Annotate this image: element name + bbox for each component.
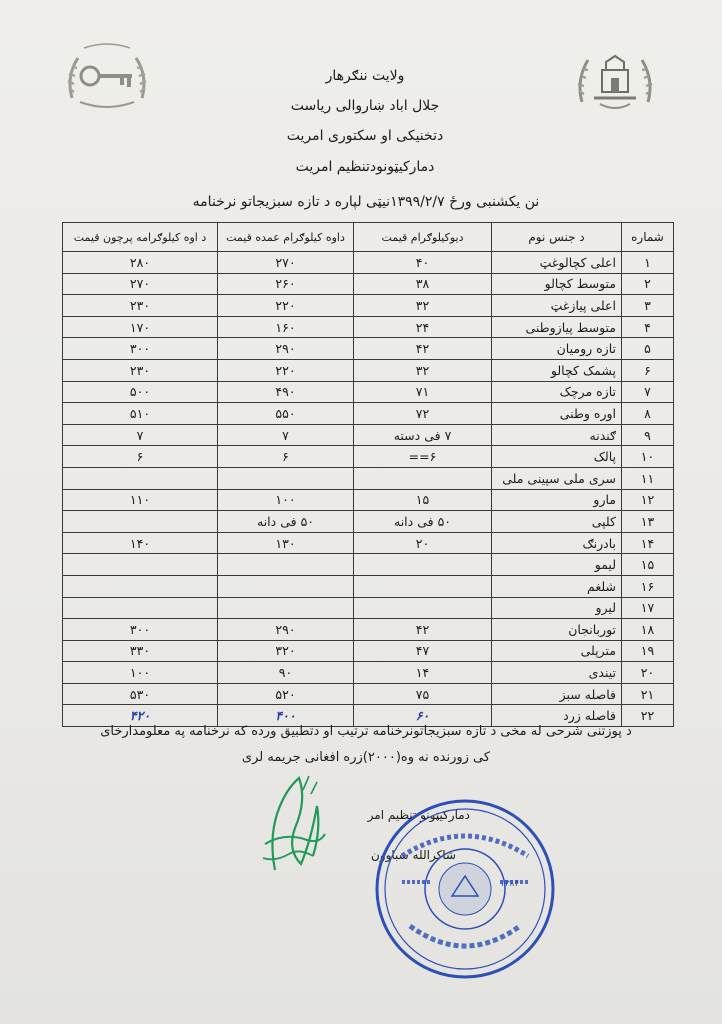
price-per-kg: ۲۰ <box>354 532 492 554</box>
col-header-wholesale: داوه کیلوګرام عمده قیمت <box>218 223 354 252</box>
table-row <box>63 359 674 381</box>
retail-price <box>63 575 218 597</box>
item-name: اعلی پیازغټ <box>492 295 622 317</box>
table-row <box>63 554 674 576</box>
wholesale-price: ۹۰ <box>218 662 354 684</box>
row-number: ۱۲ <box>622 489 674 511</box>
wholesale-price: ۱۶۰ <box>218 316 354 338</box>
row-number: ۱۷ <box>622 597 674 619</box>
item-name: اوره وطنی <box>492 403 622 425</box>
price-per-kg: ۳۲ <box>354 295 492 317</box>
retail-price: ۵۱۰ <box>63 403 218 425</box>
col-header-number: شماره <box>622 223 674 252</box>
retail-price: ۵۳۰ <box>63 683 218 705</box>
col-header-retail: د اوه کیلوګرامه پرچون قیمت <box>63 223 218 252</box>
directorate-heading: دتخنیکی او سکتوری امریت <box>286 128 444 144</box>
table-row <box>63 511 674 533</box>
wholesale-price: ۷ <box>218 424 354 446</box>
wholesale-price: ۲۹۰ <box>218 619 354 641</box>
price-per-kg: ۶۰ <box>354 705 492 727</box>
retail-price: ۶ <box>63 446 218 468</box>
item-name: تیندی <box>492 662 622 684</box>
price-per-kg: ۳۸ <box>354 273 492 295</box>
row-number: ۲۲ <box>622 705 674 727</box>
retail-price: ۳۳۰ <box>63 640 218 662</box>
price-per-kg: ۴۷ <box>354 640 492 662</box>
table-row <box>63 640 674 662</box>
row-number: ۲ <box>622 273 674 295</box>
item-name: مترپلی <box>492 640 622 662</box>
price-per-kg <box>354 467 492 489</box>
stamp-year: ۱۳۸۴ <box>500 879 520 889</box>
item-name: لیمو <box>492 554 622 576</box>
row-number: ۶ <box>622 359 674 381</box>
wholesale-price: ۲۲۰ <box>218 295 354 317</box>
item-name: شلغم <box>492 575 622 597</box>
table-row <box>63 273 674 295</box>
table-row <box>63 252 674 274</box>
wholesale-price: ۴۰۰ <box>218 705 354 727</box>
row-number: ۷ <box>622 381 674 403</box>
signatory-name: شاکرالله سباوون <box>371 848 456 862</box>
item-name: ګندنه <box>492 424 622 446</box>
item-name: پالک <box>492 446 622 468</box>
row-number: ۱۶ <box>622 575 674 597</box>
retail-price <box>63 511 218 533</box>
table-row <box>63 489 674 511</box>
table-row <box>63 532 674 554</box>
retail-price: ۵۰۰ <box>63 381 218 403</box>
item-name: پشمک کچالو <box>492 359 622 381</box>
row-number: ۲۰ <box>622 662 674 684</box>
item-name: فاصله سبز <box>492 683 622 705</box>
table-row <box>63 338 674 360</box>
signatory-title: دمارکیټونو تنظیم امر <box>367 808 470 822</box>
municipality-key-emblem-icon <box>62 40 152 114</box>
price-list-title: نن یکشنبی ورځ ۱۳۹۹/۲/۷نیټی لپاره د تازه سبزیجاتو نرخنامه <box>192 194 540 210</box>
retail-price: ۱۷۰ <box>63 316 218 338</box>
row-number: ۱۹ <box>622 640 674 662</box>
row-number: ۴ <box>622 316 674 338</box>
municipality-heading: جلال اباد ښاروالی ریاست <box>290 98 440 114</box>
retail-price: ۱۴۰ <box>63 532 218 554</box>
row-number: ۱۴ <box>622 532 674 554</box>
wholesale-price: ۲۷۰ <box>218 252 354 274</box>
province-heading: ولایت ننګرهار <box>325 68 405 84</box>
price-per-kg <box>354 575 492 597</box>
row-number: ۱۰ <box>622 446 674 468</box>
item-name: اعلی کچالوغټ <box>492 252 622 274</box>
col-header-name: د جنس نوم <box>492 223 622 252</box>
price-per-kg: ۷ فی دسته <box>354 424 492 446</box>
price-per-kg: ۴۰ <box>354 252 492 274</box>
retail-price: ۴۲۰ <box>63 705 218 727</box>
table-row <box>63 619 674 641</box>
national-emblem-icon <box>574 48 656 114</box>
item-name: کلپی <box>492 511 622 533</box>
row-number: ۱۵ <box>622 554 674 576</box>
retail-price <box>63 597 218 619</box>
item-name: فاصله زرد <box>492 705 622 727</box>
wholesale-price <box>218 597 354 619</box>
price-table <box>62 222 674 727</box>
row-number: ۱ <box>622 252 674 274</box>
wholesale-price: ۵۲۰ <box>218 683 354 705</box>
wholesale-price: ۵۰ فی دانه <box>218 511 354 533</box>
price-per-kg: ۲۴ <box>354 316 492 338</box>
wholesale-price: ۵۵۰ <box>218 403 354 425</box>
row-number: ۱۳ <box>622 511 674 533</box>
item-name: لیرو <box>492 597 622 619</box>
price-per-kg: ۴۲ <box>354 619 492 641</box>
wholesale-price <box>218 554 354 576</box>
item-name: تازه رومیان <box>492 338 622 360</box>
retail-price: ۲۳۰ <box>63 295 218 317</box>
retail-price: ۳۰۰ <box>63 338 218 360</box>
price-per-kg: ۱۴ <box>354 662 492 684</box>
table-row <box>63 446 674 468</box>
wholesale-price: ۳۲۰ <box>218 640 354 662</box>
retail-price: ۳۰۰ <box>63 619 218 641</box>
retail-price: ۷ <box>63 424 218 446</box>
price-per-kg <box>354 597 492 619</box>
retail-price: ۲۸۰ <box>63 252 218 274</box>
item-name: توربانجان <box>492 619 622 641</box>
department-heading: دمارکیټونودتنظیم امریت <box>295 159 435 175</box>
wholesale-price: ۲۶۰ <box>218 273 354 295</box>
item-name: متوسط کچالو <box>492 273 622 295</box>
row-number: ۳ <box>622 295 674 317</box>
retail-price <box>63 467 218 489</box>
table-row <box>63 295 674 317</box>
footer-notice-line-2: کی زورنده نه وه(۲۰۰۰)زره افغانی جریمه لری <box>241 750 491 765</box>
row-number: ۱۱ <box>622 467 674 489</box>
price-per-kg: ۷۵ <box>354 683 492 705</box>
retail-price: ۲۷۰ <box>63 273 218 295</box>
row-number: ۵ <box>622 338 674 360</box>
price-per-kg: ۵۰ فی دانه <box>354 511 492 533</box>
row-number: ۹ <box>622 424 674 446</box>
price-per-kg: ۳۲ <box>354 359 492 381</box>
price-per-kg: ۴۲ <box>354 338 492 360</box>
wholesale-price: ۱۰۰ <box>218 489 354 511</box>
price-per-kg: ۷۱ <box>354 381 492 403</box>
price-per-kg: ۱۵ <box>354 489 492 511</box>
item-name: تازه مرچک <box>492 381 622 403</box>
retail-price: ۱۱۰ <box>63 489 218 511</box>
table-row <box>63 381 674 403</box>
wholesale-price: ۱۳۰ <box>218 532 354 554</box>
table-row <box>63 316 674 338</box>
table-row <box>63 403 674 425</box>
table-row <box>63 662 674 684</box>
table-row <box>63 467 674 489</box>
price-per-kg <box>354 554 492 576</box>
table-row <box>63 597 674 619</box>
price-per-kg: ۶== <box>354 446 492 468</box>
col-header-per-kg: دیوکیلوګرام قیمت <box>354 223 492 252</box>
item-name: مارو <box>492 489 622 511</box>
footer-notice-line-1: د پوزتنی شرحی له مخی د تازه سبزیجاتونرخنامه ترتیب او دتطبیق ورده که نرخنامه په معلومدارخای <box>100 724 632 739</box>
price-per-kg: ۷۲ <box>354 403 492 425</box>
retail-price: ۲۳۰ <box>63 359 218 381</box>
item-name: سری ملی سپینی ملی <box>492 467 622 489</box>
official-stamp <box>372 796 558 982</box>
table-row <box>63 424 674 446</box>
wholesale-price <box>218 467 354 489</box>
table-row <box>63 683 674 705</box>
row-number: ۱۸ <box>622 619 674 641</box>
table-header-row <box>63 223 674 252</box>
table-row <box>63 575 674 597</box>
wholesale-price: ۶ <box>218 446 354 468</box>
wholesale-price: ۲۲۰ <box>218 359 354 381</box>
retail-price <box>63 554 218 576</box>
item-name: متوسط پیازوطنی <box>492 316 622 338</box>
row-number: ۸ <box>622 403 674 425</box>
handwritten-signature <box>255 770 335 880</box>
item-name: بادرنګ <box>492 532 622 554</box>
retail-price: ۱۰۰ <box>63 662 218 684</box>
row-number: ۲۱ <box>622 683 674 705</box>
wholesale-price: ۴۹۰ <box>218 381 354 403</box>
wholesale-price <box>218 575 354 597</box>
wholesale-price: ۲۹۰ <box>218 338 354 360</box>
